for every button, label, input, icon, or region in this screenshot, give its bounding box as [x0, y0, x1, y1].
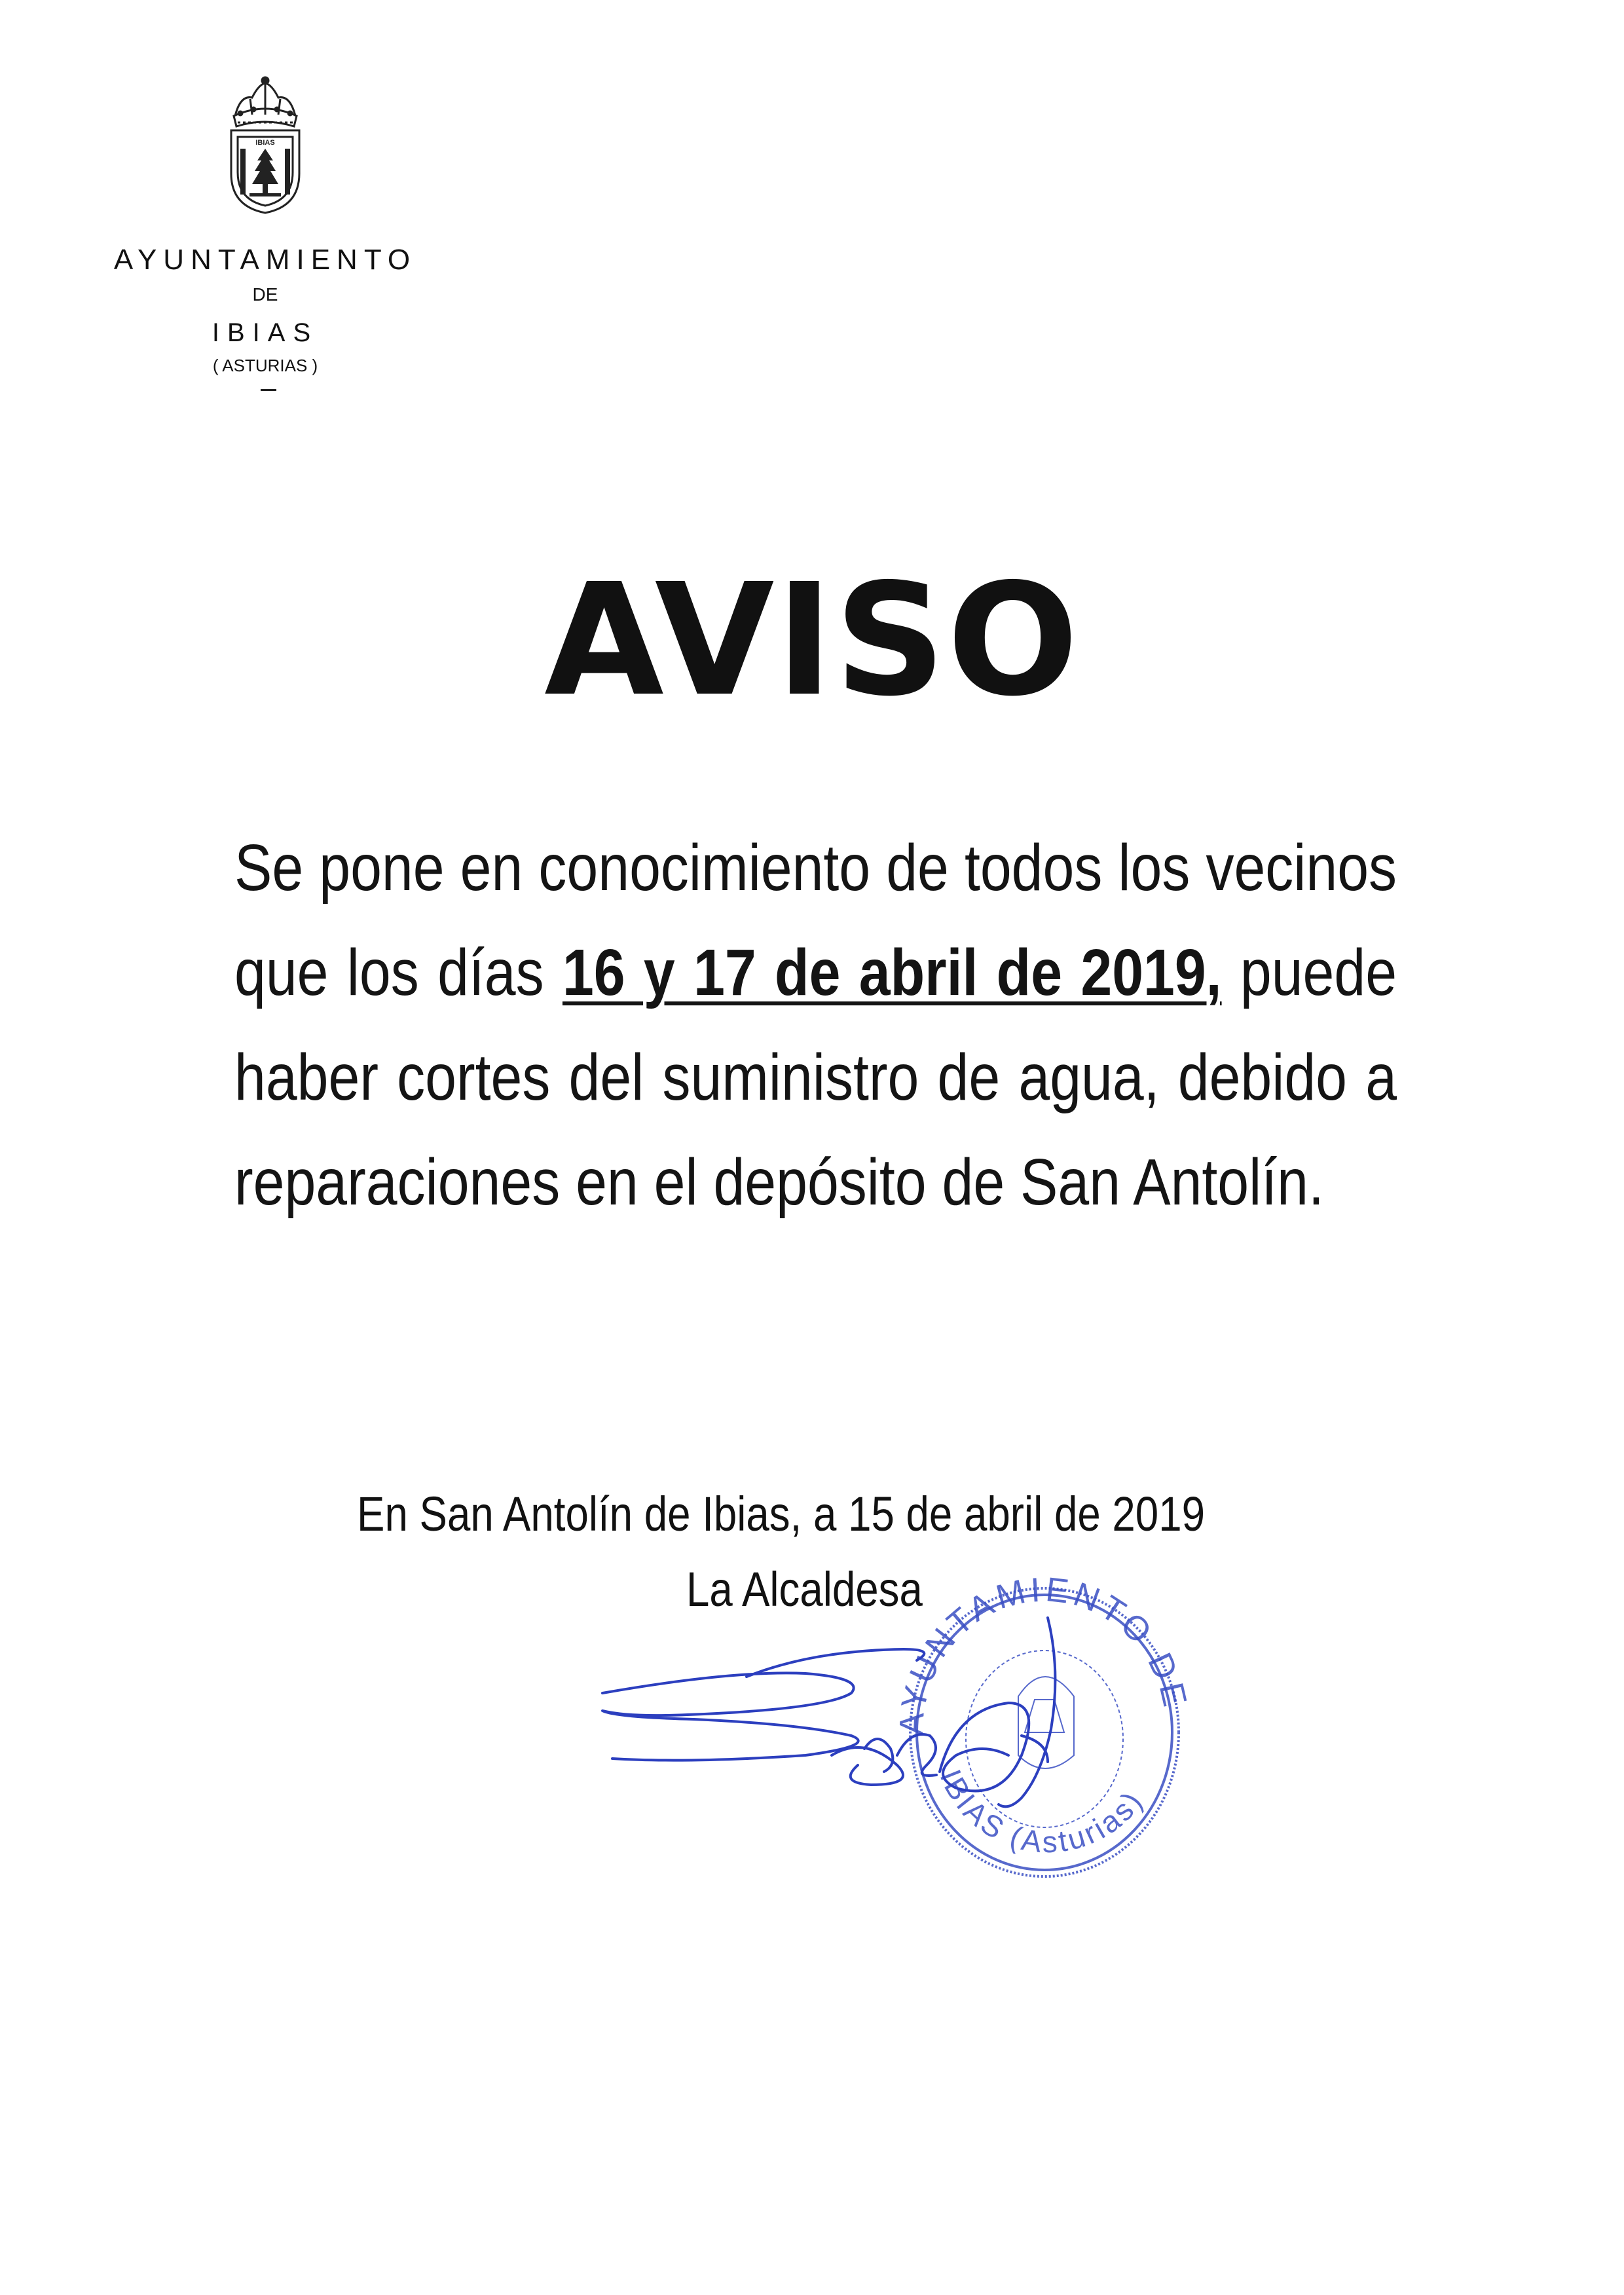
stamp-text-bottom: IBIAS (Asturias) — [933, 1764, 1150, 1859]
org-preposition: DE — [252, 284, 278, 305]
notice-body-rest: puede haber cortes del suministro de agua, debido a reparaciones en el depósito de San Antolín. — [234, 936, 1397, 1219]
crest-label: IBIAS — [255, 139, 275, 147]
municipal-coat-of-arms-icon — [221, 75, 310, 216]
notice-title: AVISO — [544, 550, 1080, 730]
notice-dates: 16 y 17 de abril de 2019, — [562, 936, 1222, 1009]
place-and-date: En San Antolín de Ibias, a 15 de abril de 2019 — [357, 1487, 1205, 1541]
notice-body — [234, 815, 1397, 1235]
signer-title: La Alcaldesa — [686, 1562, 923, 1616]
notice-body-intro: Se pone en conocimiento de todos los vecinos que los días — [234, 831, 1397, 1009]
org-town: IBIAS — [212, 318, 319, 347]
org-name: AYUNTAMIENTO — [113, 244, 417, 276]
header-divider — [261, 389, 276, 391]
org-region: ( ASTURIAS ) — [212, 356, 318, 375]
stamp-text-top: AYUNTAMIENTO DE — [893, 1570, 1195, 1736]
handwritten-signature — [589, 1539, 1408, 1945]
